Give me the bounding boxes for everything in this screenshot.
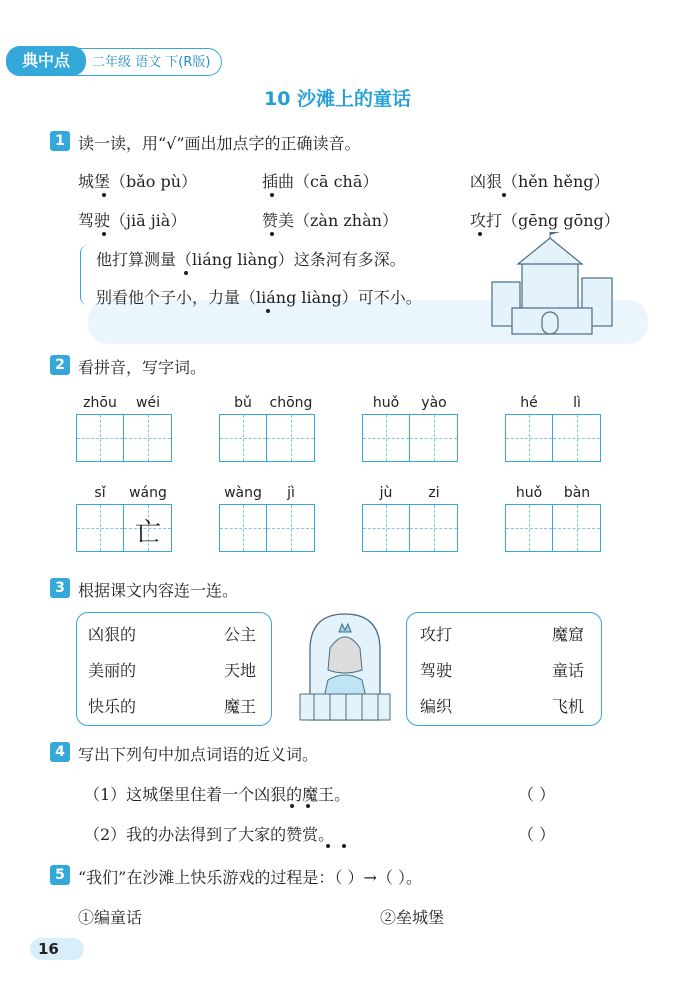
pinyin: wàng — [224, 485, 262, 501]
pinyin: huǒ — [515, 485, 543, 501]
pinyin: sǐ — [94, 485, 106, 501]
brand-logo: 典中点 — [6, 46, 86, 76]
pinyin: hé — [520, 395, 538, 411]
q4-item-2: （2）我的办法得到了大家的赞赏。 — [84, 825, 335, 844]
q4-item-1: （1）这城堡里住着一个凶狠的魔王。 — [84, 785, 351, 804]
match-word[interactable]: 魔王 — [224, 697, 257, 716]
writing-grid[interactable] — [505, 414, 601, 462]
writing-grid[interactable] — [76, 504, 172, 552]
match-word[interactable]: 编织 — [420, 697, 453, 716]
q1-item-2: 插曲（cā chā） — [262, 172, 379, 191]
question-5-number: 5 — [50, 865, 70, 885]
pinyin: zhōu — [83, 395, 117, 411]
option-2: ②垒城堡 — [380, 908, 445, 927]
emphasis-dot — [270, 232, 274, 236]
writing-grid[interactable] — [219, 504, 315, 552]
match-word[interactable]: 公主 — [224, 625, 257, 644]
header-subtitle: 二年级 语文 下(R版) — [92, 55, 211, 70]
emphasis-dot — [306, 804, 310, 808]
match-word[interactable]: 快乐的 — [88, 697, 137, 716]
writing-grid[interactable] — [505, 504, 601, 552]
emphasis-dot — [502, 193, 506, 197]
pinyin: bǔ — [234, 395, 252, 411]
princess-illustration — [290, 610, 400, 726]
pinyin: huǒ — [372, 395, 400, 411]
match-word[interactable]: 天地 — [224, 661, 257, 680]
match-word[interactable]: 驾驶 — [420, 661, 453, 680]
pinyin: bàn — [563, 485, 591, 501]
question-4-text: 写出下列句中加点词语的近义词。 — [78, 745, 319, 764]
pinyin: yào — [421, 395, 447, 411]
q1-item-5: 赞美（zàn zhàn） — [262, 211, 398, 230]
q1-item-1: 城堡（bǎo pù） — [78, 172, 198, 191]
filled-character: 亡 — [134, 518, 161, 548]
pinyin: lì — [573, 395, 581, 411]
pinyin: chōng — [269, 395, 313, 411]
match-word[interactable]: 凶狠的 — [88, 625, 137, 644]
question-1-number: 1 — [50, 131, 70, 151]
writing-grid[interactable] — [362, 504, 458, 552]
emphasis-dot — [102, 232, 106, 236]
match-word[interactable]: 飞机 — [552, 697, 585, 716]
pinyin: wáng — [129, 485, 167, 501]
emphasis-dot — [184, 271, 188, 275]
emphasis-dot — [342, 844, 346, 848]
question-4-number: 4 — [50, 742, 70, 762]
brace-decoration — [80, 245, 91, 305]
castle-illustration — [482, 232, 622, 344]
q1-sentence-2: 别看他个子小，力量（liáng liàng）可不小。 — [96, 288, 422, 307]
match-word[interactable]: 攻打 — [420, 625, 453, 644]
match-word[interactable]: 魔窟 — [552, 625, 585, 644]
q1-sentence-1: 他打算测量（liáng liàng）这条河有多深。 — [96, 250, 406, 269]
emphasis-dot — [102, 193, 106, 197]
pinyin: zi — [428, 485, 440, 501]
emphasis-dot — [290, 804, 294, 808]
match-word[interactable]: 童话 — [552, 661, 585, 680]
question-1-text: 读一读，用“√”画出加点字的正确读音。 — [78, 134, 361, 153]
writing-grid[interactable] — [76, 414, 172, 462]
answer-blank[interactable]: （ ） — [518, 785, 556, 804]
answer-blank[interactable]: （ ） — [518, 825, 556, 844]
emphasis-dot — [326, 844, 330, 848]
question-5-text: “我们”在沙滩上快乐游戏的过程是：（ ）→（ ）。 — [78, 868, 422, 887]
page-number: 16 — [30, 938, 84, 960]
page-title: 10 沙滩上的童话 — [263, 88, 412, 110]
question-2-text: 看拼音，写字词。 — [78, 358, 207, 377]
q1-item-4: 驾驶（jiā jià） — [78, 211, 187, 230]
match-word[interactable]: 美丽的 — [88, 661, 137, 680]
option-1: ①编童话 — [78, 908, 143, 927]
emphasis-dot — [266, 309, 270, 313]
pinyin: jù — [379, 485, 393, 501]
question-3-number: 3 — [50, 578, 70, 598]
writing-grid[interactable] — [362, 414, 458, 462]
question-2-number: 2 — [50, 355, 70, 375]
pinyin: wéi — [136, 395, 160, 411]
pinyin: jì — [287, 485, 295, 501]
q1-item-3: 凶狠（hěn hěng） — [470, 172, 610, 191]
emphasis-dot — [270, 193, 274, 197]
writing-grid[interactable] — [219, 414, 315, 462]
question-3-text: 根据课文内容连一连。 — [78, 581, 239, 600]
q1-item-6: 攻打（gēng gōng） — [470, 211, 620, 230]
